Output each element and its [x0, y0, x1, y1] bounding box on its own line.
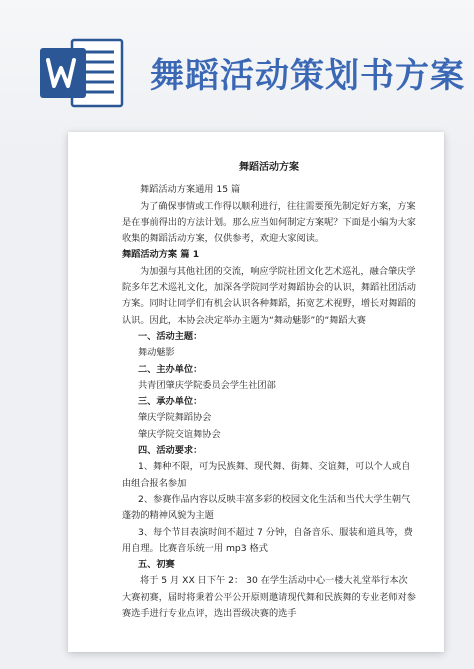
document-title: 舞蹈活动方案 [239, 162, 299, 173]
requirements-heading: 四、活动要求： [138, 445, 203, 457]
section-paragraph: 为加强与其他社团的交流，响应学院社团文化艺术巡礼，融合肇庆学院多年艺术巡礼文化，加深各学院同学对舞蹈协会的认识，舞蹈社团活动方案。同时让同学们有机会认识各种舞蹈，拓宽艺术视野，增长对舞蹈的认识。因此，本协会决定举办主题为“舞动魅影”的“舞蹈大赛 [122, 265, 416, 326]
host-text: 共青团肇庆学院委员会学生社团部 [138, 379, 276, 391]
theme-text: 舞动魅影 [138, 347, 175, 359]
document-page [68, 132, 444, 652]
prelim-paragraph: 将于 5 月 XX 日下午 2： 30 在学生活动中心一楼大礼堂举行本次大赛初赛，届时将秉着公平公开原则邀请现代舞和民族舞的专业老师对参赛选手进行专业点评，选出晋级决赛的选手 [122, 575, 416, 620]
theme-heading: 一、活动主题： [138, 330, 203, 342]
host-heading: 二、主办单位： [138, 363, 203, 375]
document-body [122, 160, 416, 622]
prelim-heading: 五、初赛 [138, 559, 175, 571]
organizer-heading: 三、承办单位： [138, 396, 203, 408]
page-title: 舞蹈活动策划书方案 [150, 56, 465, 96]
intro-paragraph: 为了确保事情或工作得以顺利进行，往往需要预先制定好方案，方案是在事前得出的方法计划。那么应当如何制定方案呢？下面是小编为大家收集的舞蹈活动方案，仅供参考，欢迎大家阅读。 [122, 200, 416, 245]
word-document-icon [38, 38, 124, 108]
section-heading: 舞蹈活动方案 篇 1 [122, 249, 200, 261]
requirement-item-3: 3、每个节目表演时间不超过 7 分钟，自备音乐、服装和道具等，费用自理。比赛音乐统一用 mp3 格式 [122, 526, 413, 554]
organizer-text-1: 肇庆学院舞蹈协会 [138, 412, 212, 424]
requirement-item-1: 1、舞种不限，可为民族舞、现代舞、街舞、交谊舞，可以个人或自由组合报名参加 [122, 461, 411, 489]
organizer-text-2: 肇庆学院交谊舞协会 [138, 428, 221, 440]
requirement-item-2: 2、参赛作品内容以反映丰富多彩的校园文化生活和当代大学生朝气蓬勃的精神风貌为主题 [122, 493, 411, 522]
document-subtitle: 舞蹈活动方案通用 15 篇 [140, 184, 241, 196]
